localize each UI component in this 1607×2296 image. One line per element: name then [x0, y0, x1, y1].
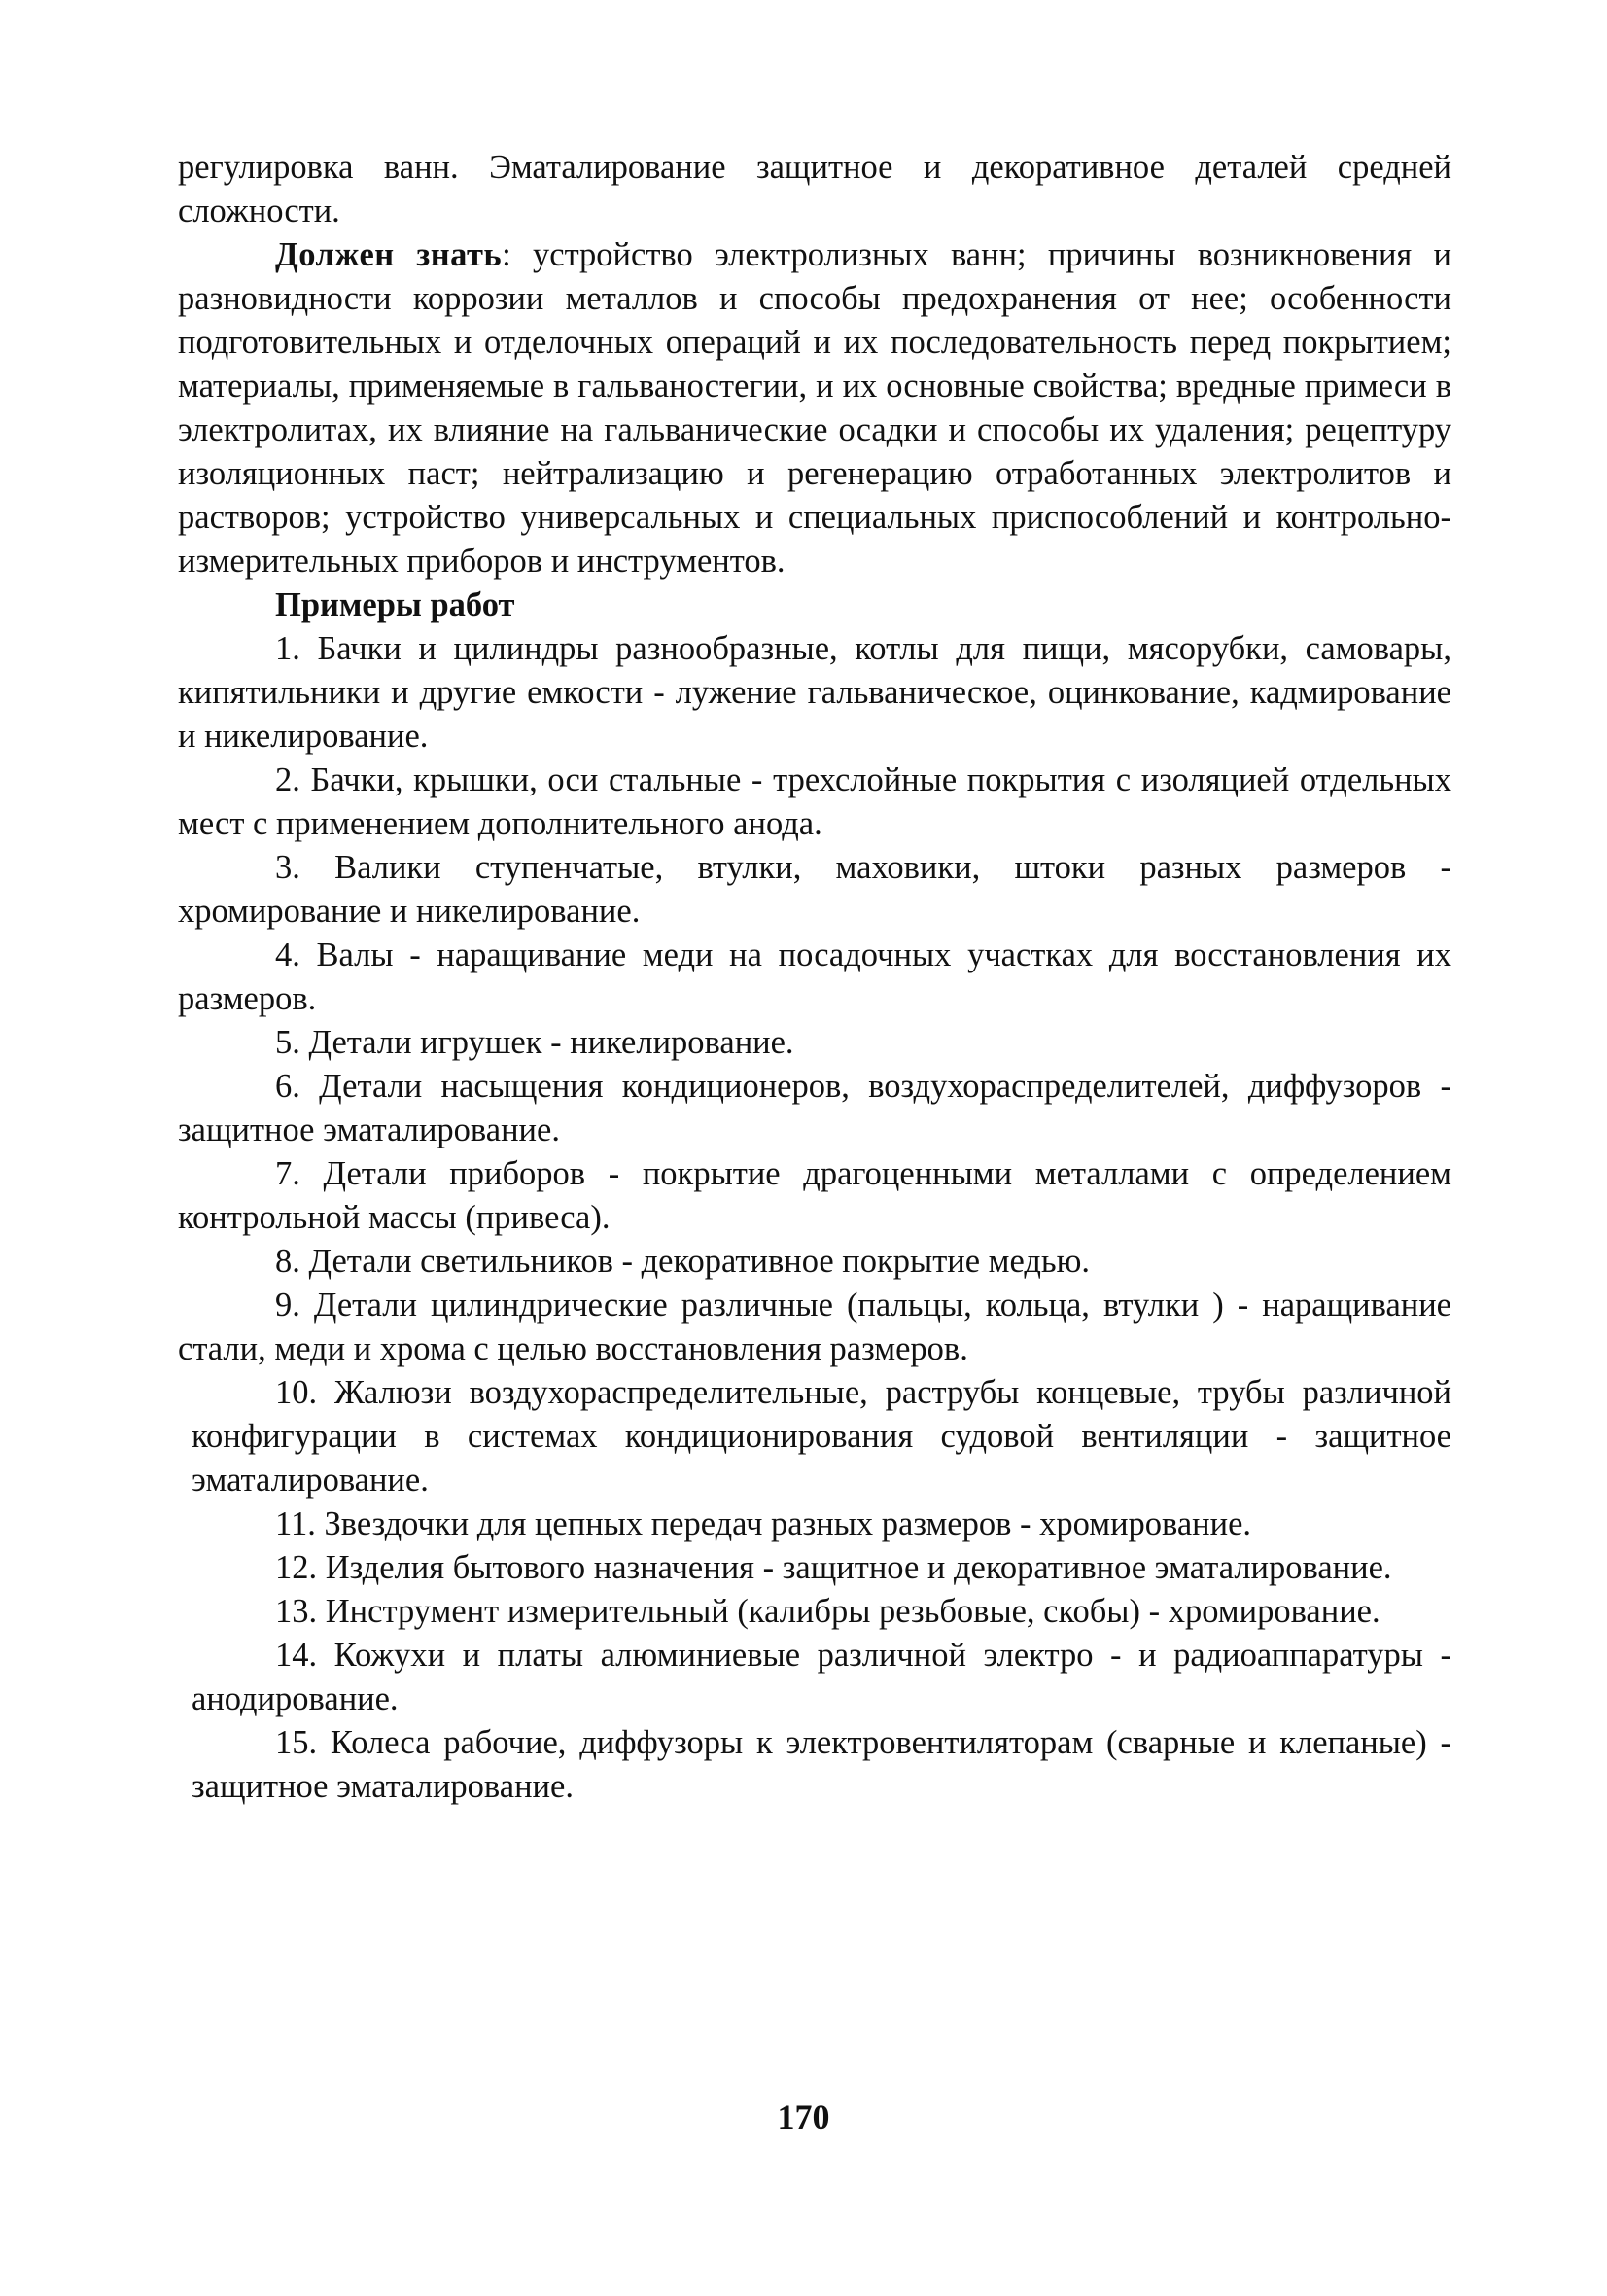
example-item-11: 11. Звездочки для цепных передач разных размеров - хромирование. [275, 1505, 1252, 1542]
example-item-9: 9. Детали цилиндрические различные (пальцы, кольца, втулки ) - наращивание стали, меди и хрома с целью восстановления размеров. [178, 1287, 1451, 1367]
example-item-3: 3. Валики ступенчатые, втулки, маховики, штоки разных размеров - хромирование и никелирование. [178, 849, 1451, 930]
example-item-5: 5. Детали игрушек - никелирование. [275, 1024, 794, 1061]
example-item-13: 13. Инструмент измерительный (калибры резьбовые, скобы) - хромирование. [275, 1593, 1380, 1630]
example-item-2: 2. Бачки, крышки, оси стальные - трехслойные покрытия с изоляцией отдельных мест с применением дополнительного анода. [178, 761, 1451, 842]
example-item-6: 6. Детали насыщения кондиционеров, воздухораспределителей, диффузоров - защитное эматалирование. [178, 1068, 1451, 1148]
example-item-14: 14. Кожухи и платы алюминиевые различной электро - и радиоаппаратуры - анодирование. [192, 1637, 1451, 1717]
must-know-text: : устройство электролизных ванн; причины возникновения и разновидности коррозии металлов и способы предохранения от нее; особенности подготовительных и отделочных операций и их последовательность перед покрытием; материалы, применяемые в гальваностегии, и их основные свойства; вредные примеси в электролитах, их влияние на гальванические осадки и способы их удаления; рецептуру изоляционных паст; нейтрализацию и регенерацию отработанных электролитов и растворов; устройство универсальных и специальных приспособлений и контрольно-измерительных приборов и инструментов. [178, 236, 1451, 580]
example-item-7: 7. Детали приборов - покрытие драгоценными металлами с определением контрольной массы (привеса). [178, 1155, 1451, 1236]
page-number: 170 [777, 2098, 830, 2137]
example-item-12: 12. Изделия бытового назначения - защитное и декоративное эматалирование. [275, 1549, 1392, 1586]
examples-list [178, 627, 1451, 1809]
examples-heading: Примеры работ [275, 586, 515, 623]
page-body [178, 146, 1451, 1809]
example-item-8: 8. Детали светильников - декоративное покрытие медью. [275, 1243, 1091, 1280]
must-know-paragraph [178, 233, 1451, 583]
example-item-1: 1. Бачки и цилиндры разнообразные, котлы для пищи, мясорубки, самовары, кипятильники и другие емкости - лужение гальваническое, оцинкование, кадмирование и никелирование. [178, 630, 1451, 755]
example-item-10: 10. Жалюзи воздухораспределительные, раструбы концевые, трубы различной конфигурации в системах кондиционирования судовой вентиляции - защитное эматалирование. [192, 1374, 1451, 1499]
example-item-4: 4. Валы - наращивание меди на посадочных участках для восстановления их размеров. [178, 936, 1451, 1017]
must-know-label: Должен знать [275, 236, 503, 273]
intro-paragraph: регулировка ванн. Эматалирование защитное и декоративное деталей средней сложности. [178, 149, 1451, 230]
example-item-15: 15. Колеса рабочие, диффузоры к электровентиляторам (сварные и клепаные) - защитное эматалирование. [192, 1724, 1451, 1805]
